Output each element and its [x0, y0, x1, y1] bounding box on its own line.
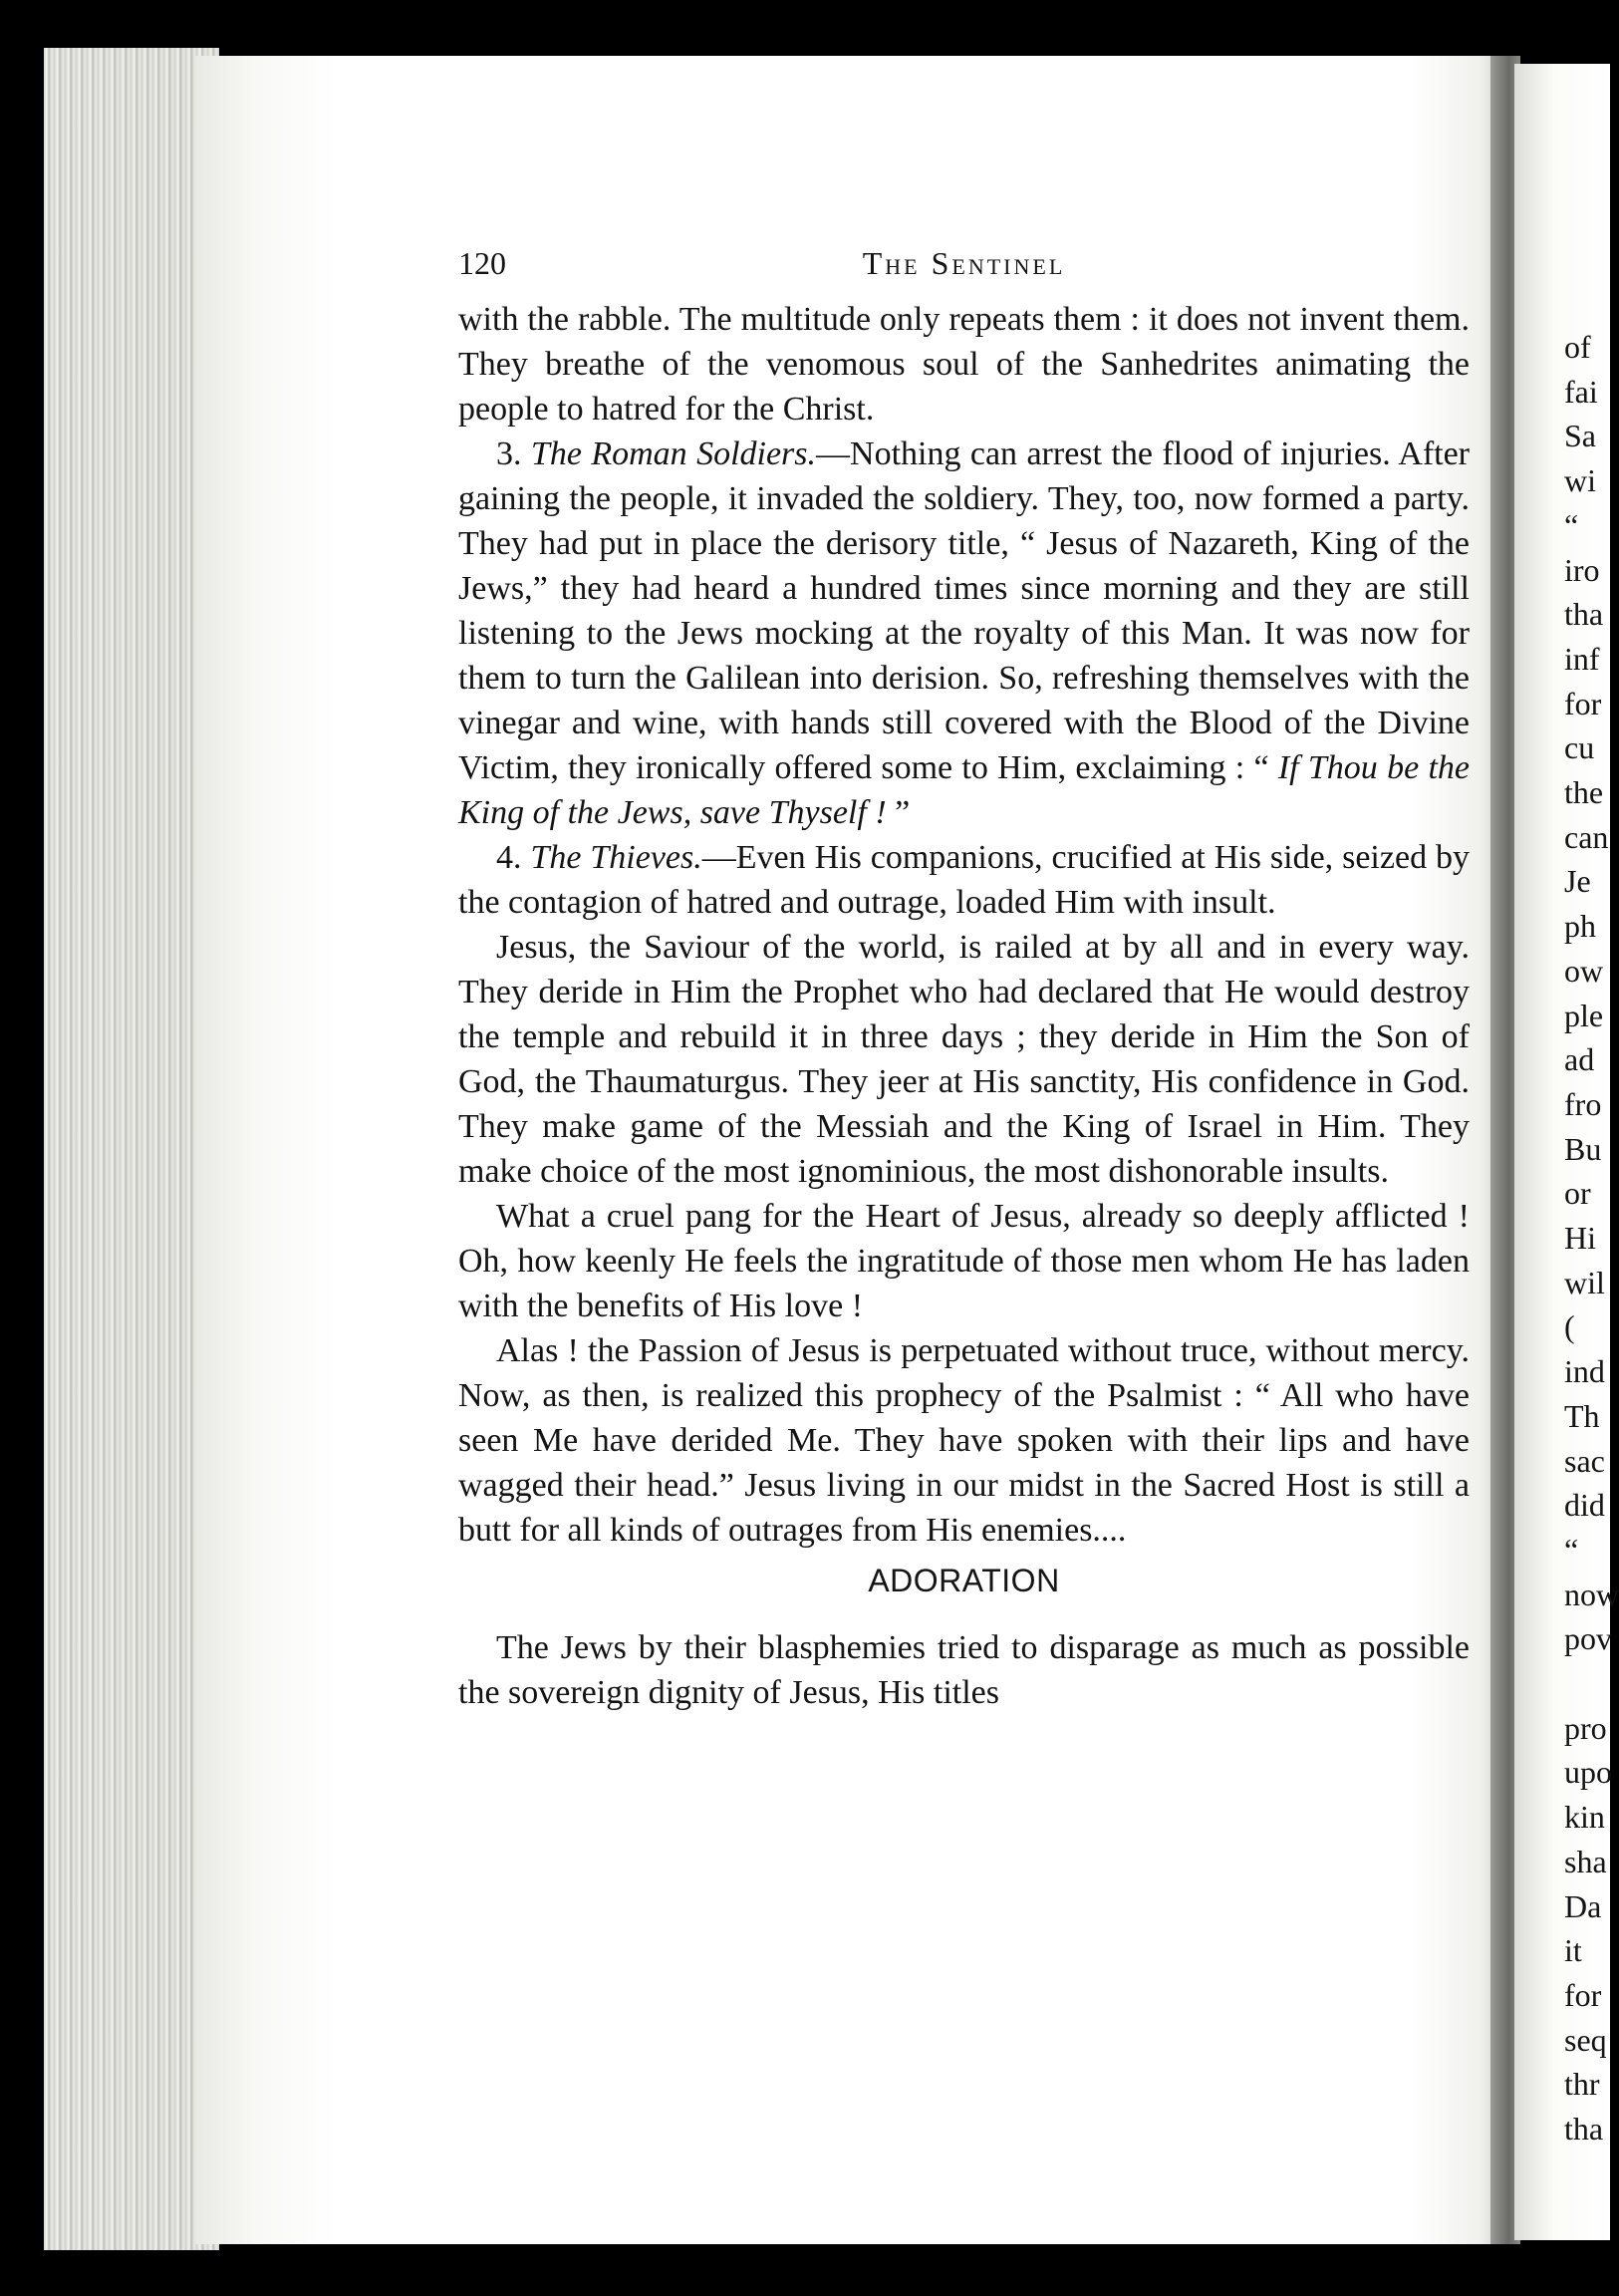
paragraph-adoration: The Jews by their blasphemies tried to disparage as much as possible the sovereign dignity of Jesus, His titles [458, 1629, 1470, 1711]
facing-page-fragment: iro [1564, 552, 1600, 588]
running-head [458, 239, 1470, 297]
facing-page-fragment: ad [1564, 1041, 1595, 1077]
quotation: If Thou be the King of the Jews, save Thyself ! [458, 749, 1470, 831]
facing-page-fragment: Je [1564, 863, 1591, 899]
facing-page-fragment: ( [1564, 1308, 1575, 1344]
facing-page-fragment: cu [1564, 729, 1595, 765]
facing-page-fragment: “ [1564, 507, 1579, 543]
running-title: The Sentinel [862, 245, 1066, 281]
facing-page-fragment: now [1564, 1577, 1619, 1612]
facing-page-fragment: ple [1564, 998, 1604, 1033]
facing-page-fragment: or [1564, 1175, 1591, 1211]
paragraph-roman-soldiers [458, 431, 1470, 835]
section-text: —Nothing can arrest the flood of injuries. After gaining the people, it invaded the soldiery. They, too, now formed a party. They had put in place the derisory title, “ Jesus of Nazareth, King of the Jews,” they had heard a hundred times since morning and they are still listening to the Jews mocking at the royalty of this Man. It was now for them to turn the Galilean into derision. So, refreshing themselves with the vinegar and wine, with hands still covered with the Blood of the Divine Victim, they ironically offered some to Him, exclaiming : “ [458, 435, 1470, 786]
facing-page-fragment: upo [1564, 1754, 1612, 1790]
facing-page-fragment: “ [1564, 1532, 1579, 1568]
facing-page-fragment: Bu [1564, 1131, 1602, 1167]
facing-page-fragment: ph [1564, 908, 1596, 944]
paragraph-passion: Alas ! the Passion of Jesus is perpetuated without truce, without mercy. Now, as then, is realized this prophecy of the Psalmist : “ All who have seen Me have derided Me. They have spoken with their lips and have wagged their head.” Jesus living in our midst in the Sacred Host is still a butt for all kinds of outrages from His enemies.... [458, 1332, 1470, 1549]
facing-page-fragment: fro [1564, 1086, 1602, 1122]
section-heading: ADORATION [868, 1563, 1060, 1598]
quote-close: ” [895, 794, 911, 831]
facing-page-fragment: thr [1564, 2066, 1600, 2102]
paragraph-saviour: Jesus, the Saviour of the world, is railed at by all and in every way. They deride in Him the Prophet who had declared that He would destroy the temple and rebuild it in three days ; they deride in Him the Son of God, the Thaumaturgus. They jeer at His sanctity, His confidence in God. They make game of the Messiah and the King of Israel in Him. They make choice of the most ignominious, the most dishonorable insults. [458, 929, 1470, 1190]
facing-page-fragment: Th [1564, 1398, 1600, 1434]
facing-page-fragment: of [1564, 329, 1591, 365]
facing-page-fragment: tha [1564, 2111, 1604, 2147]
paragraph-continuation: with the rabble. The multitude only repeats them : it does not invent them. They breathe of the venomous soul of the Sanhedrites animating the people to hatred for the Christ. [458, 301, 1470, 428]
section-text: —Even His companions, crucified at His side, seized by the contagion of hatred and outrage, loaded Him with insult. [458, 839, 1471, 921]
facing-page-fragment: sha [1564, 1844, 1607, 1879]
section-title: The Roman Soldiers. [530, 435, 817, 472]
paragraph-thieves [458, 835, 1470, 925]
facing-page-fragment: Hi [1564, 1220, 1596, 1256]
section-title: The Thieves. [530, 839, 702, 876]
facing-page-fragment: Da [1564, 1888, 1602, 1924]
section-number: 3. [496, 435, 531, 472]
paragraph-cruel-pang: What a cruel pang for the Heart of Jesus, already so deeply afflicted ! Oh, how keenly He feels the ingratitude of those men whom He has laden with the benefits of His love ! [458, 1198, 1470, 1324]
facing-page-fragment: tha [1564, 596, 1604, 632]
page-text-column [458, 239, 1470, 1715]
facing-page-fragment: the [1564, 774, 1604, 810]
facing-page-fragment: for [1564, 686, 1602, 721]
page-number: 120 [458, 245, 506, 281]
facing-page-fragment: seq [1564, 2022, 1607, 2058]
page-edges [44, 48, 219, 2250]
facing-page-fragment: fai [1564, 374, 1598, 410]
facing-page-fragment: Sa [1564, 418, 1596, 453]
facing-page-fragment: sac [1564, 1443, 1605, 1479]
facing-page-fragment: wi [1564, 462, 1596, 498]
facing-page-fragment: kin [1564, 1799, 1605, 1835]
section-number: 4. [496, 839, 531, 876]
facing-page-fragment: it [1564, 1932, 1582, 1968]
facing-page-fragment: did [1564, 1487, 1605, 1523]
facing-page-fragment: wil [1564, 1265, 1605, 1300]
facing-page-fragment: can [1564, 819, 1609, 855]
facing-page-fragment: inf [1564, 641, 1600, 677]
facing-page-fragment: pro [1564, 1710, 1607, 1746]
facing-page-fragment: ind [1564, 1353, 1605, 1389]
facing-page-fragment: for [1564, 1977, 1602, 2013]
facing-page-fragment: pov [1564, 1620, 1612, 1656]
facing-page-fragment: ow [1564, 953, 1604, 989]
